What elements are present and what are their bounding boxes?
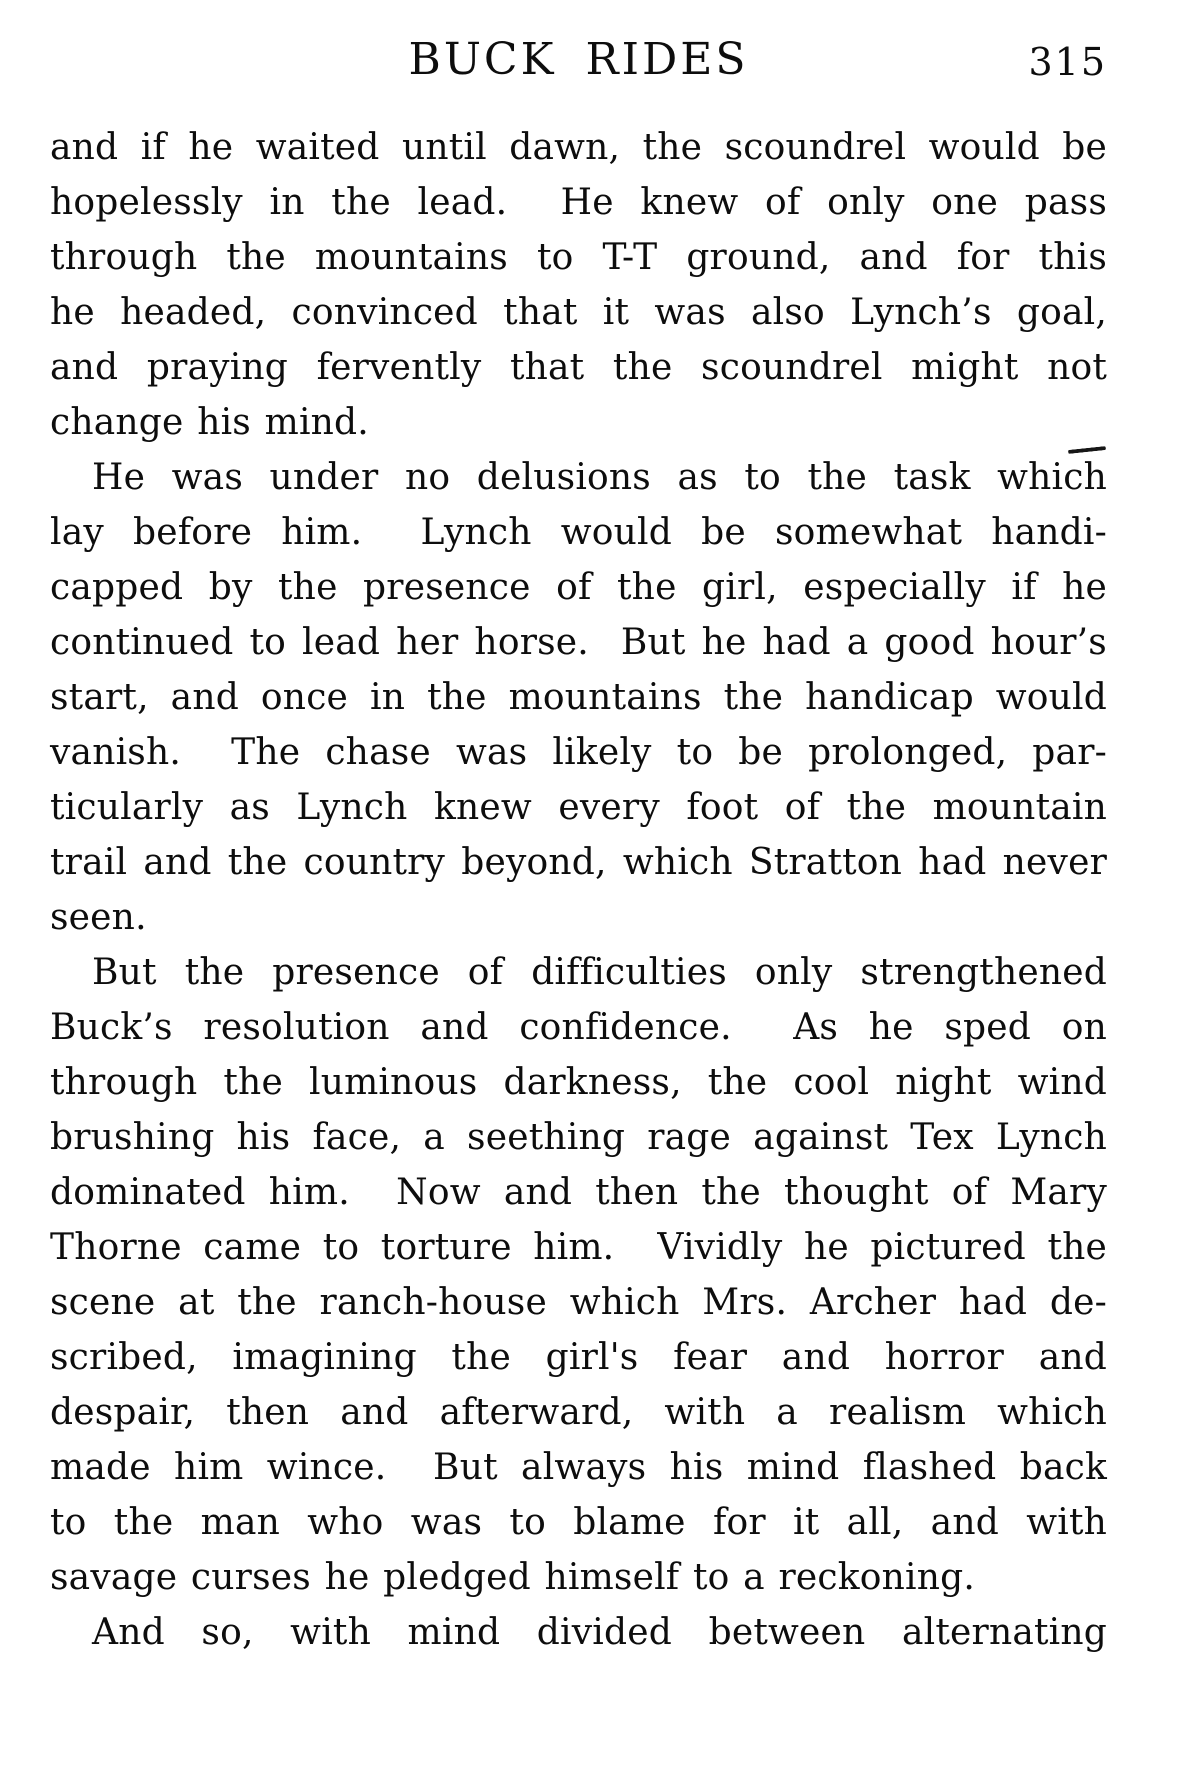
text-line: He was under no delusions as to the task which [92,457,1107,498]
page-body [50,120,1107,1660]
page-number: 315 [1028,40,1107,84]
text-line: change his mind. [50,402,369,443]
text-line: capped by the presence of the girl, especially if he [50,567,1107,608]
text-line: despair, then and afterward, with a realism which [50,1392,1107,1433]
text-line: vanish. The chase was likely to be prolonged, par- [50,732,1107,773]
text-line: scribed, imagining the girl's fear and horror and [50,1337,1107,1378]
text-line: to the man who was to blame for it all, and with [50,1502,1107,1543]
text-line: Buck’s resolution and confidence. As he sped on [50,1007,1107,1048]
text-line: through the mountains to T-T ground, and for this [50,237,1107,278]
chapter-title: BUCK RIDES [408,34,749,85]
text-line: And so, with mind divided between alternating [92,1612,1107,1653]
text-line: savage curses he pledged himself to a reckoning. [50,1557,975,1598]
text-line: lay before him. Lynch would be somewhat handi- [50,512,1107,553]
text-line: Thorne came to torture him. Vividly he pictured the [50,1227,1107,1268]
running-header [50,34,1107,88]
text-line: and if he waited until dawn, the scoundrel would be [50,127,1107,168]
text-line: and praying fervently that the scoundrel might not [50,347,1107,388]
text-line: trail and the country beyond, which Stratton had never [50,842,1107,883]
text-line: he headed, convinced that it was also Lynch’s goal, [50,292,1107,333]
text-line: brushing his face, a seething rage against Tex Lynch [50,1117,1107,1158]
text-line: continued to lead her horse. But he had a good hour’s [50,622,1107,663]
text-line: But the presence of difficulties only strengthened [92,952,1107,993]
text-line: ticularly as Lynch knew every foot of the mountain [50,787,1107,828]
text-line: made him wince. But always his mind flashed back [50,1447,1107,1488]
text-line: start, and once in the mountains the handicap would [50,677,1107,718]
text-line: hopelessly in the lead. He knew of only one pass [50,182,1107,223]
text-line: dominated him. Now and then the thought of Mary [50,1172,1107,1213]
text-line: through the luminous darkness, the cool night wind [50,1062,1107,1103]
text-line: seen. [50,897,147,938]
text-line: scene at the ranch-house which Mrs. Archer had de- [50,1282,1107,1323]
